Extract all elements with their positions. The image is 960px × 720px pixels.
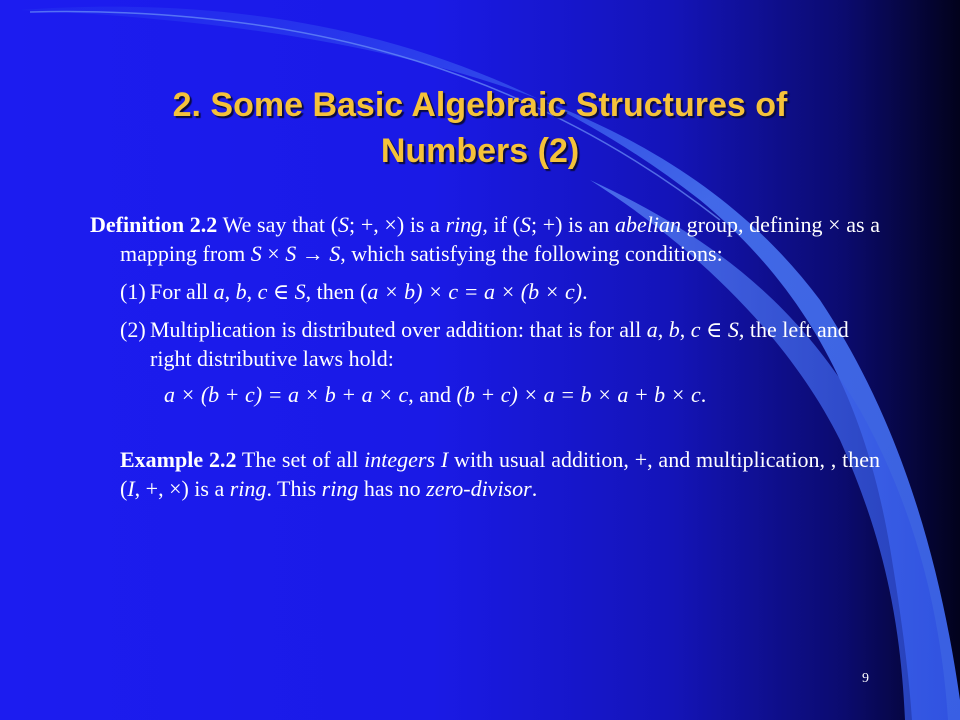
text-run: , if (	[482, 212, 520, 237]
slide-title	[60, 82, 900, 174]
text-run: The set of all	[236, 447, 365, 472]
text-run: →	[296, 241, 330, 266]
math-var: S	[329, 241, 341, 266]
math-var: c	[690, 317, 701, 342]
math-var: c	[257, 279, 268, 304]
example-paragraph	[90, 445, 880, 503]
example-label: Example 2.2	[120, 447, 237, 472]
text-run: ,	[246, 279, 258, 304]
page-number: 9	[862, 671, 869, 686]
text-run: Multiplication is distributed over addition: that is for all	[150, 317, 647, 342]
math-expression: a × b) × c = a × (b × c)	[367, 279, 583, 304]
text-run: , then (	[305, 279, 368, 304]
text-run: .	[531, 476, 538, 501]
condition-1	[90, 277, 880, 306]
math-var: S	[250, 241, 262, 266]
math-var: I	[127, 476, 135, 501]
math-var: S	[338, 212, 350, 237]
math-var: S	[285, 241, 297, 266]
term-abelian: abelian	[614, 212, 681, 237]
math-var: S	[727, 317, 739, 342]
text-run: has no	[358, 476, 427, 501]
text-run: ,	[657, 317, 669, 342]
math-var: S	[294, 279, 306, 304]
term-zero-divisor: zero-divisor	[426, 476, 532, 501]
text-run: ; +, ×) is a	[349, 212, 446, 237]
text-run: We say that (	[217, 212, 339, 237]
text-run: , and	[408, 382, 457, 407]
math-var: a	[213, 279, 225, 304]
condition-number: (1)	[120, 279, 146, 304]
text-run: ; +) is an	[530, 212, 615, 237]
condition-text	[150, 277, 880, 306]
condition-text	[150, 315, 880, 373]
definition-label: Definition 2.2	[90, 212, 218, 237]
text-run: ∈	[700, 317, 728, 342]
text-run: group, defining × as a mapping from	[120, 212, 880, 266]
definition-paragraph	[90, 210, 880, 268]
text-run: ∈	[267, 279, 295, 304]
math-var: b	[668, 317, 680, 342]
condition-2	[90, 315, 880, 373]
title-line-2: Numbers (2)	[380, 132, 580, 170]
title-line-1: 2. Some Basic Algebraic Structures of	[172, 86, 788, 124]
math-var: S	[519, 212, 531, 237]
text-run: For all	[150, 279, 214, 304]
math-var: b	[235, 279, 247, 304]
text-run: .	[582, 279, 588, 304]
text-run: ,	[679, 317, 691, 342]
text-run: . This	[266, 476, 322, 501]
text-run: , the left and right distributive laws hold:	[150, 317, 849, 371]
term-ring: ring	[445, 212, 483, 237]
text-run: , which satisfying the following conditions:	[340, 241, 723, 266]
distributive-formula	[90, 380, 880, 409]
condition-number: (2)	[120, 317, 146, 342]
text-run: .	[700, 382, 707, 407]
term-ring: ring	[229, 476, 267, 501]
math-expression: (b + c) × a = b × a + b × c	[456, 382, 701, 407]
math-expression: a × (b + c) = a × b + a × c	[164, 382, 409, 407]
math-var: a	[646, 317, 658, 342]
text-run: , +, ×) is a	[134, 476, 230, 501]
text-run: ,	[224, 279, 236, 304]
text-run: with usual addition, +, and multiplication, , then (	[120, 447, 880, 501]
term-integers: integers I	[364, 447, 449, 472]
slide-body	[90, 210, 880, 525]
term-ring: ring	[321, 476, 359, 501]
text-run: ×	[261, 241, 286, 266]
